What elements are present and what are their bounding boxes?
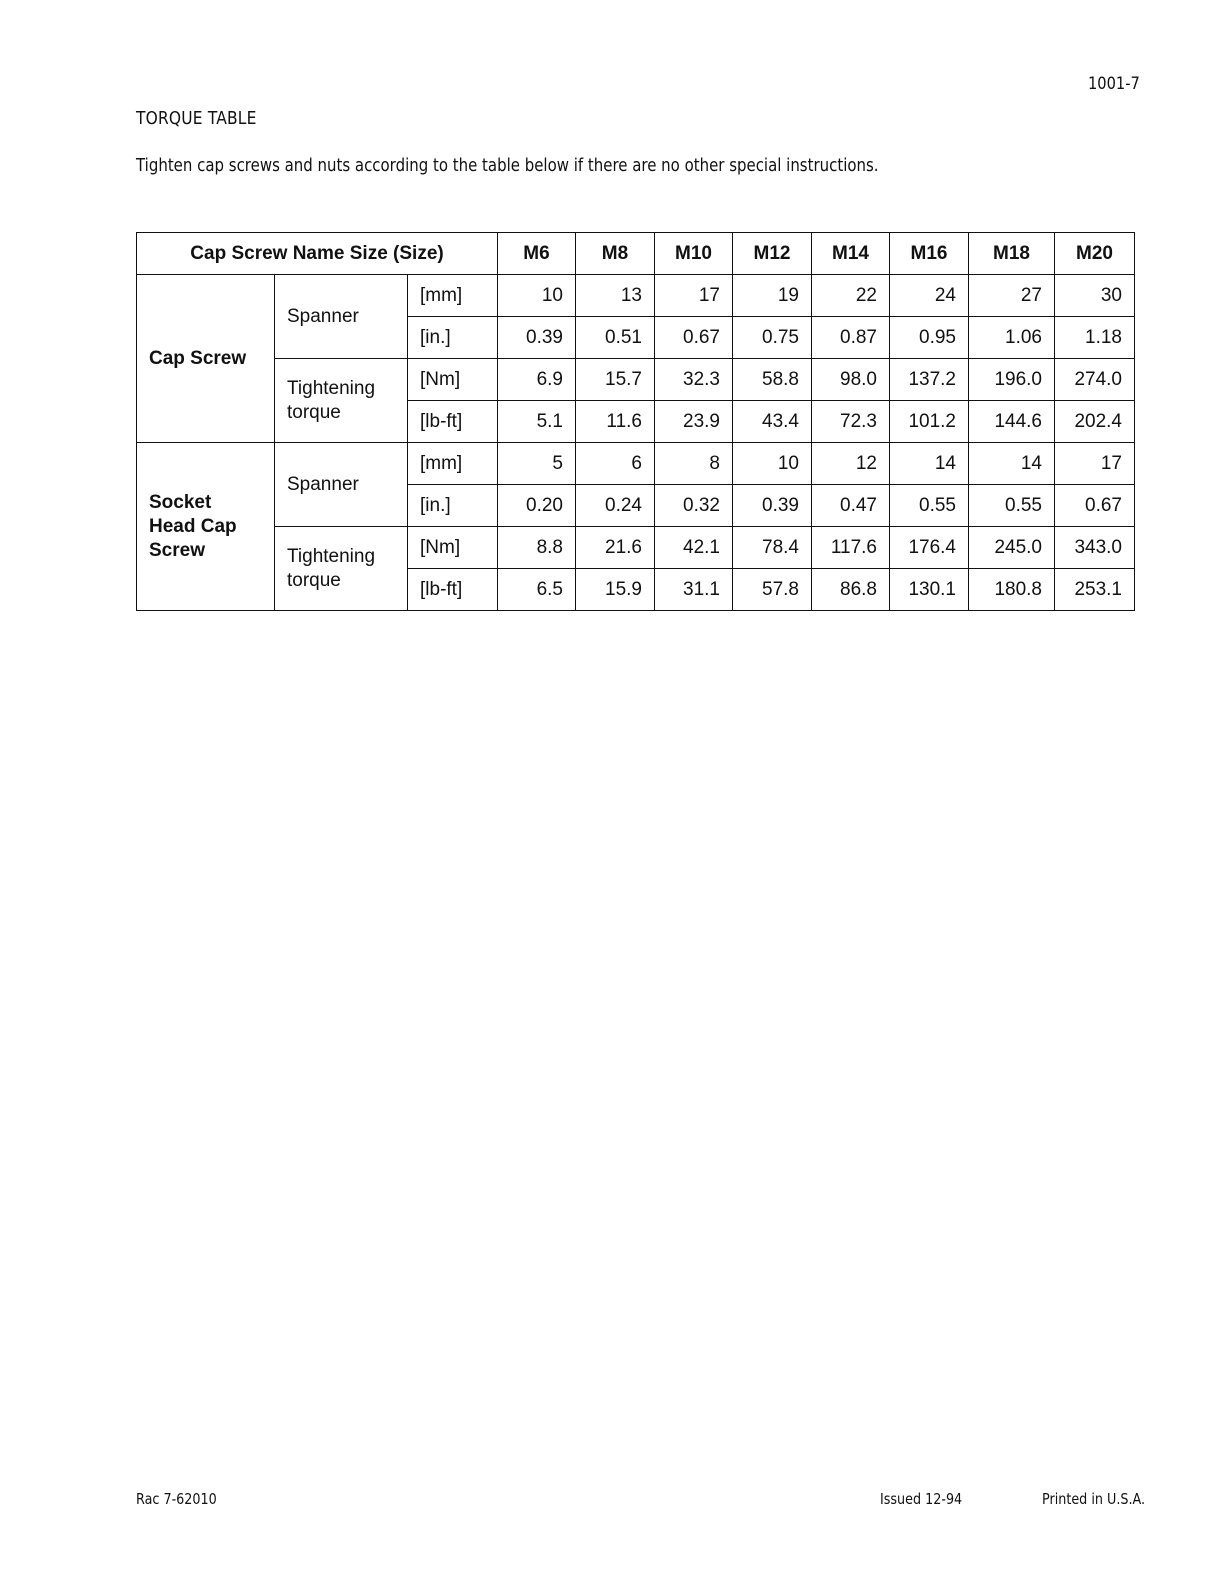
- value-cell: 0.67: [1055, 485, 1135, 527]
- size-header: M12: [733, 233, 812, 275]
- unit-label: [mm]: [408, 275, 498, 317]
- value-cell: 0.75: [733, 317, 812, 359]
- size-header: M6: [498, 233, 576, 275]
- value-cell: 253.1: [1055, 569, 1135, 611]
- value-cell: 58.8: [733, 359, 812, 401]
- value-cell: 8.8: [498, 527, 576, 569]
- size-header: M18: [969, 233, 1055, 275]
- value-cell: 0.24: [576, 485, 655, 527]
- value-cell: 176.4: [890, 527, 969, 569]
- value-cell: 10: [498, 275, 576, 317]
- value-cell: 24: [890, 275, 969, 317]
- size-header: M10: [655, 233, 733, 275]
- value-cell: 23.9: [655, 401, 733, 443]
- value-cell: 78.4: [733, 527, 812, 569]
- unit-label: [in.]: [408, 485, 498, 527]
- value-cell: 202.4: [1055, 401, 1135, 443]
- unit-label: [mm]: [408, 443, 498, 485]
- value-cell: 0.20: [498, 485, 576, 527]
- value-cell: 14: [969, 443, 1055, 485]
- value-cell: 42.1: [655, 527, 733, 569]
- value-cell: 72.3: [812, 401, 890, 443]
- size-header: M14: [812, 233, 890, 275]
- unit-label: [in.]: [408, 317, 498, 359]
- header-label: Cap Screw Name Size (Size): [137, 233, 498, 275]
- value-cell: 8: [655, 443, 733, 485]
- value-cell: 180.8: [969, 569, 1055, 611]
- value-cell: 0.51: [576, 317, 655, 359]
- value-cell: 0.95: [890, 317, 969, 359]
- footer-doc-number: Rac 7-62010: [136, 1490, 217, 1508]
- group-label: Socket Head Cap Screw: [137, 443, 275, 611]
- table-row: [137, 275, 1135, 317]
- value-cell: 57.8: [733, 569, 812, 611]
- value-cell: 6.5: [498, 569, 576, 611]
- value-cell: 6: [576, 443, 655, 485]
- value-cell: 0.67: [655, 317, 733, 359]
- instructions-text: Tighten cap screws and nuts according to the table below if there are no other special instructions.: [136, 156, 879, 176]
- section-title: TORQUE TABLE: [136, 108, 257, 129]
- table-body: [137, 275, 1135, 611]
- value-cell: 0.39: [498, 317, 576, 359]
- value-cell: 19: [733, 275, 812, 317]
- value-cell: 343.0: [1055, 527, 1135, 569]
- value-cell: 14: [890, 443, 969, 485]
- value-cell: 245.0: [969, 527, 1055, 569]
- unit-label: [Nm]: [408, 527, 498, 569]
- value-cell: 0.55: [969, 485, 1055, 527]
- footer-printed: Printed in U.S.A.: [1042, 1490, 1146, 1508]
- table-header-row: [137, 233, 1135, 275]
- value-cell: 17: [1055, 443, 1135, 485]
- subgroup-label: Tightening torque: [275, 527, 408, 611]
- value-cell: 274.0: [1055, 359, 1135, 401]
- value-cell: 144.6: [969, 401, 1055, 443]
- value-cell: 0.39: [733, 485, 812, 527]
- value-cell: 0.55: [890, 485, 969, 527]
- size-header: M20: [1055, 233, 1135, 275]
- unit-label: [Nm]: [408, 359, 498, 401]
- value-cell: 12: [812, 443, 890, 485]
- value-cell: 5.1: [498, 401, 576, 443]
- value-cell: 0.47: [812, 485, 890, 527]
- value-cell: 15.7: [576, 359, 655, 401]
- value-cell: 22: [812, 275, 890, 317]
- subgroup-label: Spanner: [275, 443, 408, 527]
- table-row: [137, 359, 1135, 401]
- value-cell: 0.87: [812, 317, 890, 359]
- value-cell: 137.2: [890, 359, 969, 401]
- table-row: [137, 443, 1135, 485]
- value-cell: 30: [1055, 275, 1135, 317]
- value-cell: 5: [498, 443, 576, 485]
- value-cell: 1.06: [969, 317, 1055, 359]
- value-cell: 32.3: [655, 359, 733, 401]
- size-header: M16: [890, 233, 969, 275]
- value-cell: 17: [655, 275, 733, 317]
- table-row: [137, 527, 1135, 569]
- value-cell: 11.6: [576, 401, 655, 443]
- value-cell: 130.1: [890, 569, 969, 611]
- value-cell: 21.6: [576, 527, 655, 569]
- value-cell: 43.4: [733, 401, 812, 443]
- value-cell: 10: [733, 443, 812, 485]
- value-cell: 86.8: [812, 569, 890, 611]
- page-number: 1001-7: [1088, 74, 1140, 94]
- group-label: Cap Screw: [137, 275, 275, 443]
- value-cell: 31.1: [655, 569, 733, 611]
- value-cell: 101.2: [890, 401, 969, 443]
- unit-label: [lb-ft]: [408, 401, 498, 443]
- torque-table: [136, 232, 1135, 611]
- value-cell: 6.9: [498, 359, 576, 401]
- value-cell: 196.0: [969, 359, 1055, 401]
- value-cell: 1.18: [1055, 317, 1135, 359]
- value-cell: 13: [576, 275, 655, 317]
- value-cell: 15.9: [576, 569, 655, 611]
- value-cell: 117.6: [812, 527, 890, 569]
- subgroup-label: Spanner: [275, 275, 408, 359]
- footer-issued: Issued 12-94: [880, 1490, 963, 1508]
- value-cell: 0.32: [655, 485, 733, 527]
- unit-label: [lb-ft]: [408, 569, 498, 611]
- value-cell: 98.0: [812, 359, 890, 401]
- subgroup-label: Tightening torque: [275, 359, 408, 443]
- value-cell: 27: [969, 275, 1055, 317]
- size-header: M8: [576, 233, 655, 275]
